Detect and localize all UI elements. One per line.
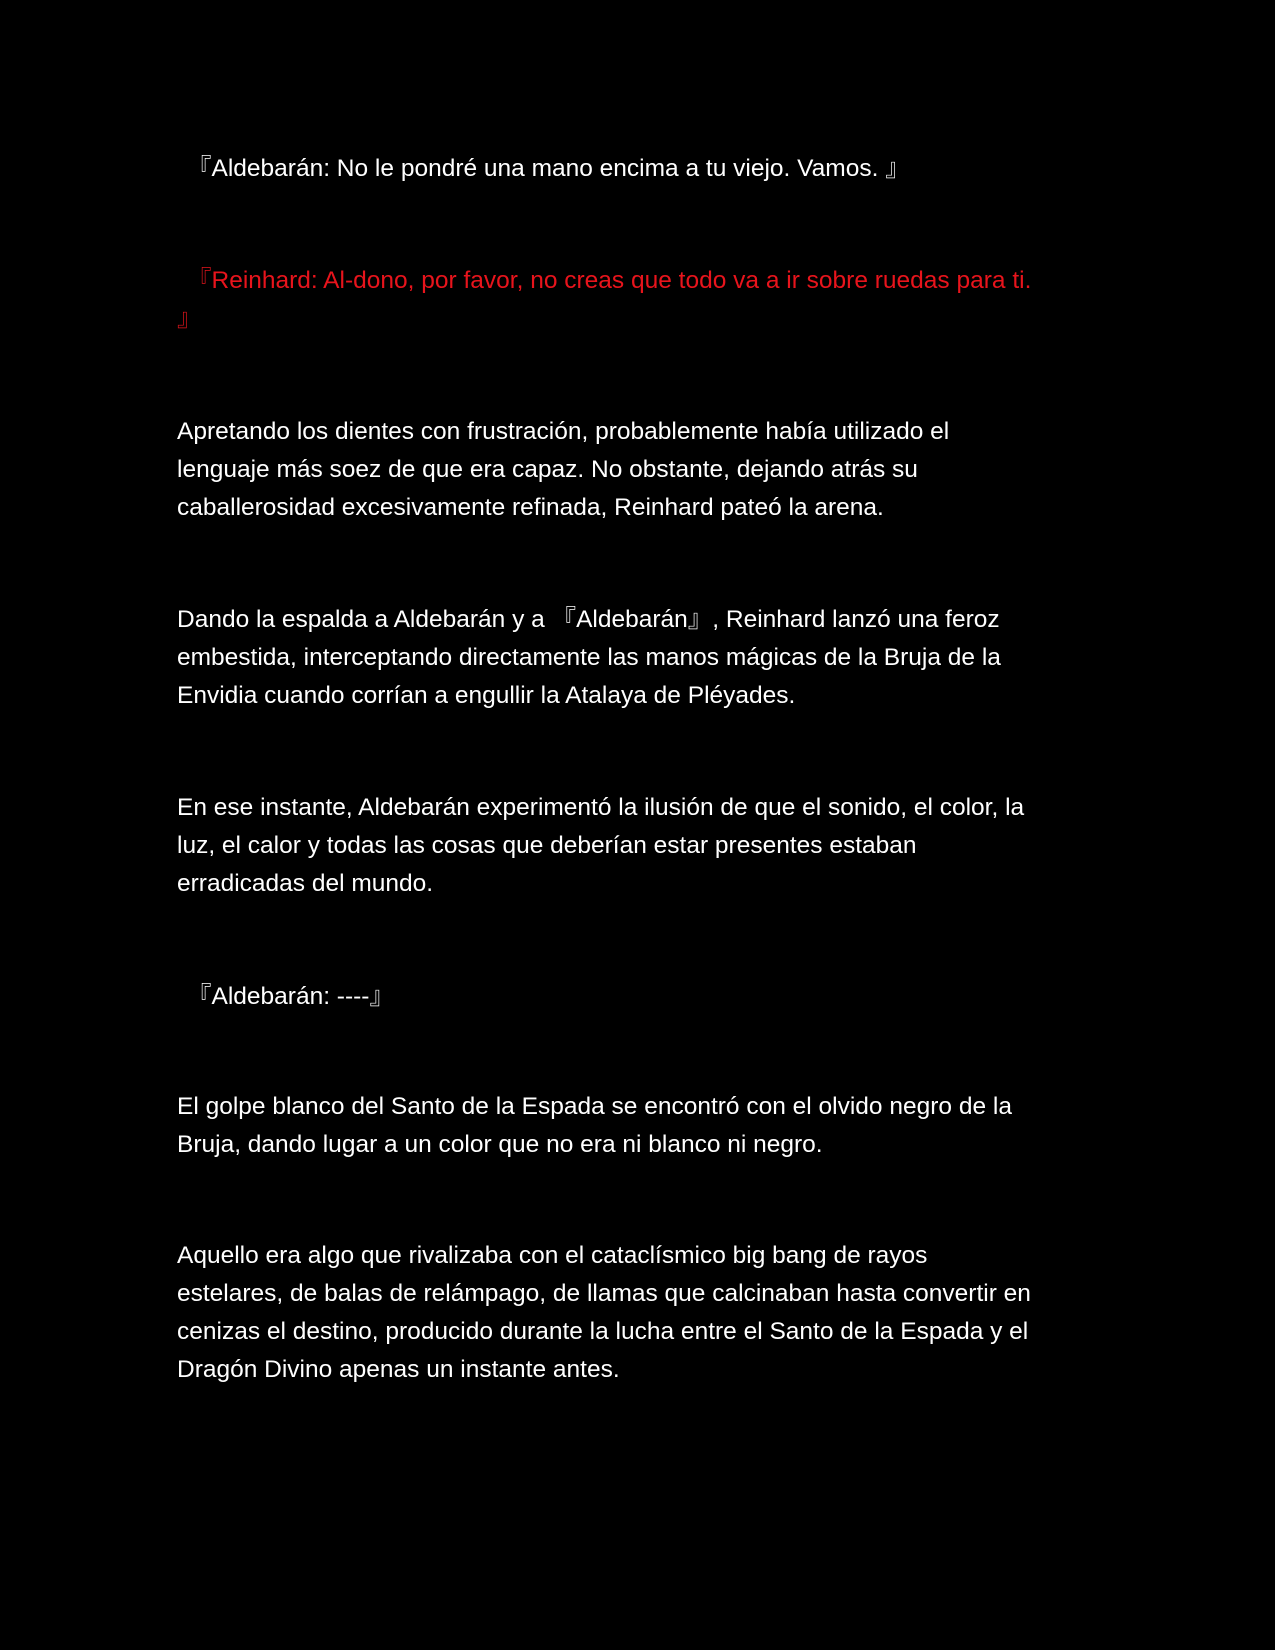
text-line: Apretando los dientes con frustración, probablemente había utilizado el [177,418,950,445]
narration-paragraph [177,789,1097,903]
text-line: Envidia cuando corrían a engullir la Atalaya de Pléyades. [177,682,796,709]
text-line: 』 [177,305,202,332]
narration-paragraph [177,413,1097,527]
narration-paragraph [177,1237,1097,1389]
text-line: caballerosidad excesivamente refinada, Reinhard pateó la arena. [177,494,884,521]
text-line: estelares, de balas de relámpago, de llamas que calcinaban hasta convertir en [177,1280,1031,1307]
text-line: Aquello era algo que rivalizaba con el cataclísmico big bang de rayos [177,1242,928,1269]
text-line: El golpe blanco del Santo de la Espada se encontró con el olvido negro de la [177,1093,1012,1120]
dialogue-aldebaran-2 [177,978,1097,1016]
text-line: lenguaje más soez de que era capaz. No obstante, dejando atrás su [177,456,918,483]
dialogue-aldebaran-1 [177,150,1097,188]
text-line: 『Aldebarán: No le pondré una mano encima a tu viejo. Vamos. 』 [187,155,910,182]
dialogue-reinhard [177,262,1097,338]
text-line: embestida, interceptando directamente las manos mágicas de la Bruja de la [177,644,1001,671]
text-line: cenizas el destino, producido durante la lucha entre el Santo de la Espada y el [177,1318,1029,1345]
text-line: 『Aldebarán: ----』 [187,983,394,1010]
text-line: luz, el calor y todas las cosas que deberían estar presentes estaban [177,832,917,859]
narration-paragraph [177,1088,1097,1164]
text-line: Dragón Divino apenas un instante antes. [177,1356,620,1383]
text-line: erradicadas del mundo. [177,870,434,897]
narration-paragraph [177,601,1097,715]
text-line: 『Reinhard: Al-dono, por favor, no creas que todo va a ir sobre ruedas para ti. [187,267,1032,294]
text-line: En ese instante, Aldebarán experimentó la ilusión de que el sonido, el color, la [177,794,1025,821]
text-line: Dando la espalda a Aldebarán y a 『Aldebarán』, Reinhard lanzó una feroz [177,606,1000,633]
text-line: Bruja, dando lugar a un color que no era ni blanco ni negro. [177,1131,823,1158]
